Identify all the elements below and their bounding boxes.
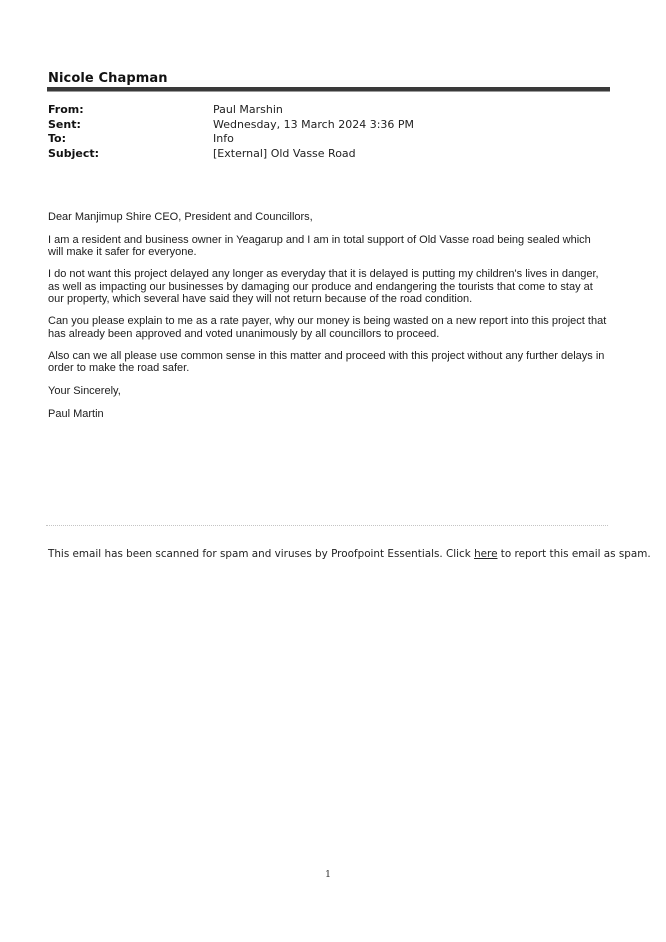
to-value: Info [213, 132, 234, 146]
scan-notice-text: This email has been scanned for spam and viruses by Proofpoint Essentials. Click [48, 548, 475, 560]
page-number: 1 [324, 869, 332, 880]
email-body [48, 211, 608, 430]
closing: Your Sincerely, [48, 384, 121, 397]
spam-scan-notice [48, 548, 651, 560]
header-divider [47, 87, 610, 92]
scan-notice-text-end: to report this email as spam. [497, 548, 651, 560]
subject-value: [External] Old Vasse Road [213, 146, 356, 160]
report-spam-link[interactable]: here [474, 548, 498, 560]
sent-label: Sent: [48, 117, 81, 131]
mailbox-owner-name: Nicole Chapman [48, 71, 168, 86]
signature: Paul Martin [48, 407, 104, 420]
footer-divider [46, 525, 608, 526]
from-row [48, 103, 608, 118]
greeting: Dear Manjimup Shire CEO, President and Councillors, [48, 211, 313, 223]
from-label: From: [48, 103, 84, 116]
from-value: Paul Marshin [213, 103, 283, 116]
body-paragraph: I am a resident and business owner in Yeagarup and I am in total support of Old Vasse road being sealed which will make it safer for everyone. [48, 233, 591, 258]
body-paragraph: Can you please explain to me as a rate payer, why our money is being wasted on a new report into this project that has already been approved and voted unanimously by all councillors to proceed. [48, 315, 607, 340]
sent-value: Wednesday, 13 March 2024 3:36 PM [213, 117, 415, 131]
body-paragraph: I do not want this project delayed any longer as everyday that it is delayed is putting my children's lives in danger, as well as impacting our businesses by damaging our produce and endangering the tourists that come to stay at our property, which several have said they will not return because of the road condition. [48, 268, 599, 305]
subject-label: Subject: [48, 146, 100, 160]
body-paragraph: Also can we all please use common sense in this matter and proceed with this project without any further delays in order to make the road safer. [48, 350, 605, 375]
to-row [48, 132, 608, 147]
to-label: To: [48, 132, 66, 146]
sent-row [48, 118, 608, 133]
subject-row [48, 147, 608, 162]
email-header [48, 103, 608, 161]
